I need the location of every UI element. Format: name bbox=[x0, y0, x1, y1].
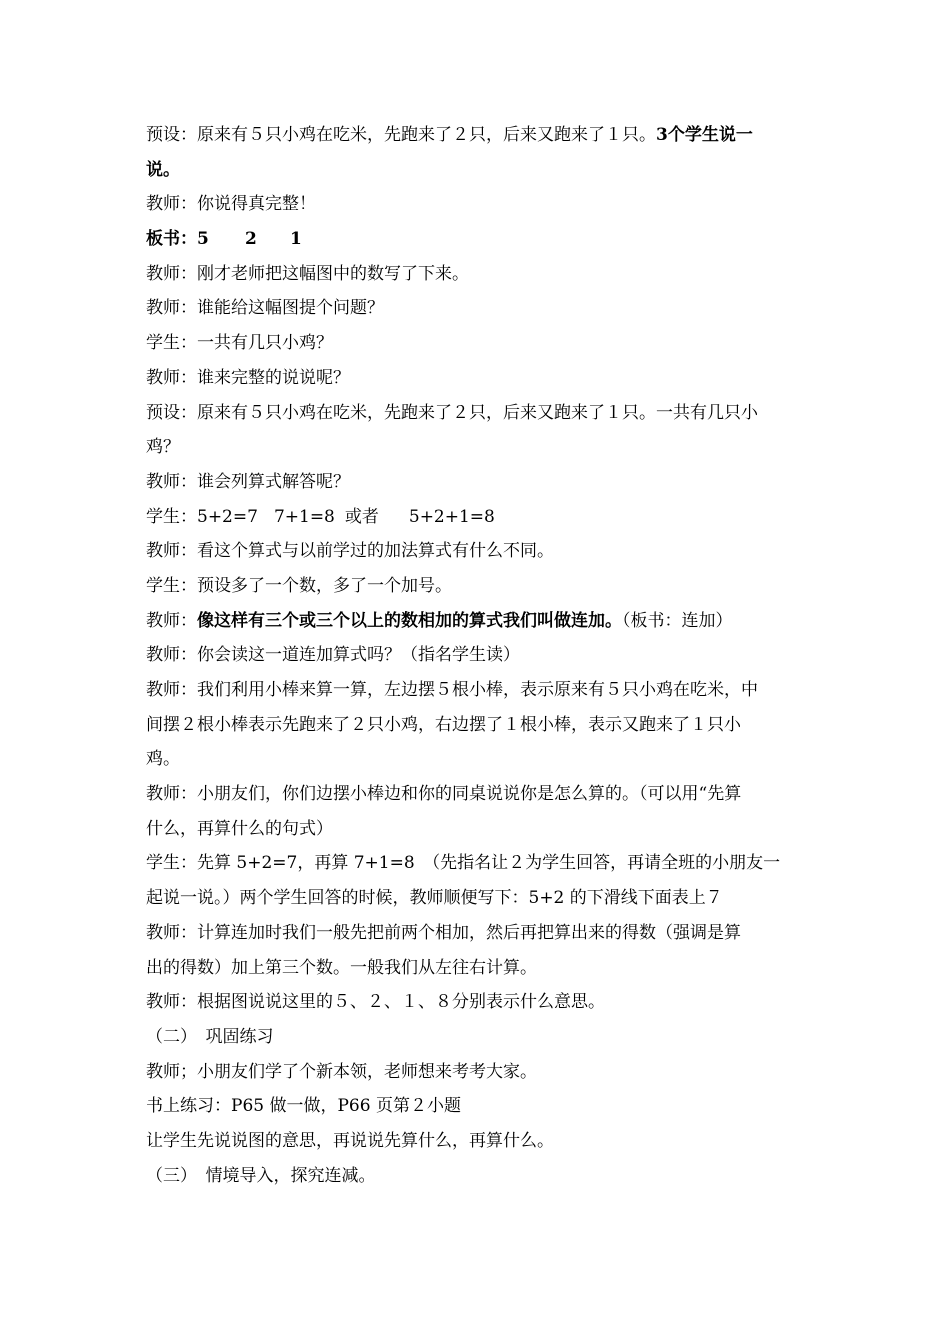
text-span: （板书：连加） bbox=[622, 610, 733, 631]
section-heading: （二） 巩固练习 bbox=[146, 1026, 274, 1047]
equation: 5+2+1=8 bbox=[408, 506, 495, 527]
text-line: 鸡。 bbox=[146, 749, 180, 770]
text-line: 让学生先说说图的意思，再说说先算什么，再算什么。 bbox=[146, 1130, 554, 1151]
board-number: 1 bbox=[290, 229, 302, 250]
text-line: 教师：小朋友们，你们边摆小棒边和你的同桌说说你是怎么算的。（可以用“先算 bbox=[146, 784, 742, 805]
text-line: 说。 bbox=[146, 159, 180, 180]
text-line: 学生：一共有几只小鸡？ bbox=[146, 333, 333, 354]
text-line: 教师：你会读这一道连加算式吗？（指名学生读） bbox=[146, 645, 520, 666]
text-line: 间摆２根小棒表示先跑来了２只小鸡，右边摆了１根小棒，表示又跑来了１只小 bbox=[146, 714, 741, 735]
text-line: 教师：你说得真完整！ bbox=[146, 194, 316, 215]
text-span: 教师： bbox=[146, 610, 197, 631]
text-line: 起说一说。）两个学生回答的时候，教师顺便写下：5+2 的下滑线下面表上７ bbox=[146, 888, 723, 909]
text-line: 教师：谁来完整的说说呢？ bbox=[146, 367, 350, 388]
text-line: 鸡？ bbox=[146, 437, 180, 458]
section-heading: （三） 情境导入，探究连减。 bbox=[146, 1165, 376, 1186]
text-line: 学生：先算 5+2=7，再算 7+1=8 （先指名让２为学生回答，再请全班的小朋友一 bbox=[146, 853, 781, 874]
equation: 学生：5+2=7 bbox=[146, 506, 258, 527]
text-line: 教师：根据图说说这里的５、２、１、８分别表示什么意思。 bbox=[146, 992, 605, 1013]
text-line: 出的得数）加上第三个数。一般我们从左往右计算。 bbox=[146, 957, 537, 978]
text-line: 学生：预设多了一个数，多了一个加号。 bbox=[146, 575, 452, 596]
text-line: 书上练习：P65 做一做，P66 页第２小题 bbox=[146, 1096, 461, 1117]
text-line: 教师；小朋友们学了个新本领，老师想来考考大家。 bbox=[146, 1061, 537, 1082]
bold-text: 3个学生说一 bbox=[656, 125, 753, 145]
text-line: 教师：谁能给这幅图提个问题？ bbox=[146, 298, 384, 319]
equation-line bbox=[146, 500, 810, 535]
board-number: 2 bbox=[245, 229, 257, 250]
board-writing-line bbox=[146, 222, 810, 257]
text-line: 教师：计算连加时我们一般先把前两个相加，然后再把算出来的得数（强调是算 bbox=[146, 922, 741, 943]
bold-definition: 像这样有三个或三个以上的数相加的算式我们叫做连加。 bbox=[197, 610, 622, 631]
text-line: 教师：我们利用小棒来算一算，左边摆５根小棒，表示原来有５只小鸡在吃米，中 bbox=[146, 680, 758, 700]
equation: 7+1=8 bbox=[273, 506, 335, 527]
definition-line bbox=[146, 604, 810, 639]
text-line: 教师：谁会列算式解答呢？ bbox=[146, 471, 350, 492]
board-label: 板书： bbox=[146, 229, 197, 250]
text-line: 教师：看这个算式与以前学过的加法算式有什么不同。 bbox=[146, 541, 554, 562]
board-number: 5 bbox=[197, 229, 209, 250]
text-line: 什么，再算什么的句式） bbox=[146, 818, 333, 839]
text-line: 预设：原来有５只小鸡在吃米，先跑来了２只，后来又跑来了１只。一共有几只小 bbox=[146, 402, 758, 423]
text-span: 或者 bbox=[344, 506, 379, 527]
text-line bbox=[146, 118, 810, 153]
lesson-text bbox=[146, 118, 810, 1193]
text-span: 预设：原来有５只小鸡在吃米，先跑来了２只，后来又跑来了１只。 bbox=[146, 125, 656, 145]
text-line: 教师：刚才老师把这幅图中的数写了下来。 bbox=[146, 263, 469, 284]
